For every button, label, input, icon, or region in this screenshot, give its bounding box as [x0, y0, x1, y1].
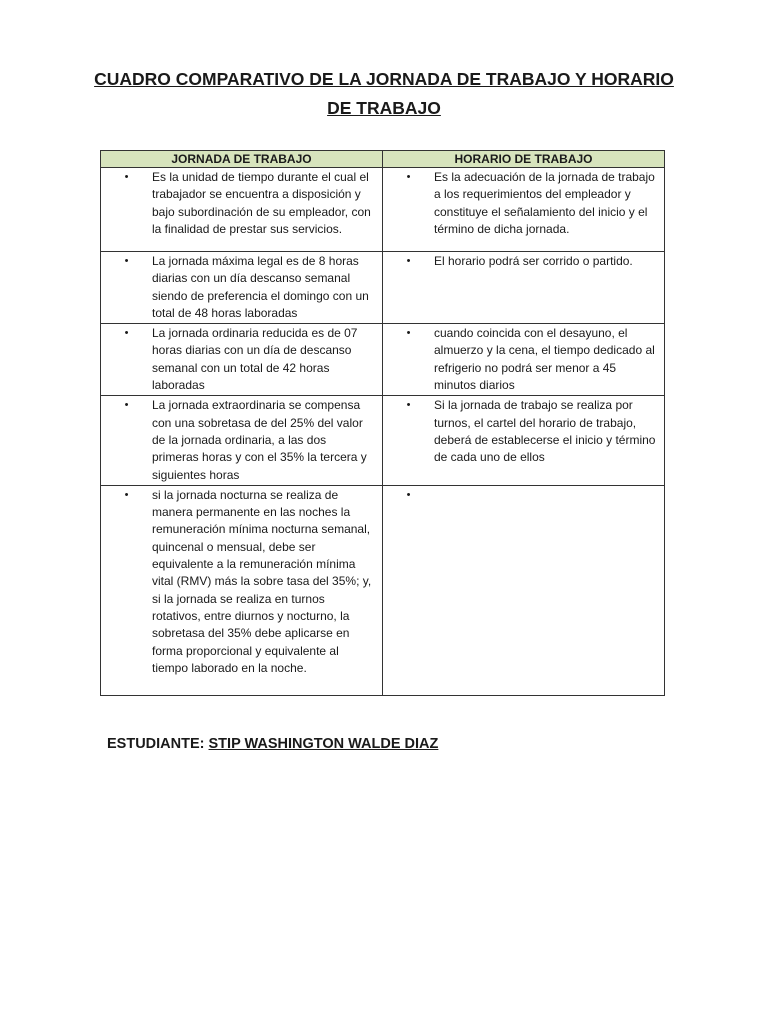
student-name: STIP WASHINGTON WALDE DIAZ: [208, 736, 439, 752]
table-cell-left: [101, 324, 383, 396]
table-header-row: [101, 151, 665, 168]
table-row: [101, 168, 665, 252]
column-header-horario: HORARIO DE TRABAJO: [383, 151, 665, 168]
bullet-icon: •: [406, 488, 411, 501]
bullet-icon: •: [124, 399, 129, 412]
table-row: [101, 324, 665, 396]
document-title-line-2: DE TRABAJO: [327, 98, 441, 118]
cell-text: La jornada extraordinaria se compensa con una sobretasa de del 25% del valor de la jornada ordinaria, a las dos primeras horas y con el 35% la tercera y siguientes horas: [152, 398, 367, 482]
cell-text: cuando coincida con el desayuno, el almuerzo y la cena, el tiempo dedicado al refrigerio no podrá ser menor a 45 minutos diarios: [434, 326, 655, 393]
student-line: [107, 736, 438, 752]
cell-text: Si la jornada de trabajo se realiza por turnos, el cartel del horario de trabajo, deberá de establecerse el inicio y término de cada uno de ellos: [434, 398, 656, 465]
cell-text: Es la unidad de tiempo durante el cual el trabajador se encuentra a disposición y bajo subordinación de su empleador, con la finalidad de prestar sus servicios.: [152, 170, 371, 236]
student-label: ESTUDIANTE:: [107, 736, 205, 752]
table-row: [101, 396, 665, 485]
table-cell-left: [101, 168, 383, 252]
table-cell-right: [383, 252, 665, 324]
comparison-table: [100, 150, 665, 696]
bullet-icon: •: [124, 327, 129, 340]
table-cell-right: [383, 396, 665, 485]
bullet-icon: •: [406, 171, 411, 183]
cell-text: Es la adecuación de la jornada de trabajo a los requerimientos del empleador y constituye el señalamiento del inicio y el término de dicha jornada.: [434, 170, 655, 236]
table-cell-left: [101, 396, 383, 485]
bullet-icon: •: [124, 488, 129, 501]
bullet-icon: •: [406, 327, 411, 340]
table-cell-left: [101, 485, 383, 695]
table-cell-right: [383, 168, 665, 252]
cell-text: El horario podrá ser corrido o partido.: [434, 254, 633, 268]
table-cell-left: [101, 252, 383, 324]
column-header-jornada: JORNADA DE TRABAJO: [101, 151, 383, 168]
document-title-line-1: CUADRO COMPARATIVO DE LA JORNADA DE TRABAJO Y HORARIO: [94, 69, 674, 89]
table-row: [101, 485, 665, 695]
table-cell-right: [383, 485, 665, 695]
bullet-icon: •: [124, 255, 129, 267]
table-row: [101, 252, 665, 324]
bullet-icon: •: [406, 255, 411, 267]
bullet-icon: •: [124, 171, 129, 183]
cell-text: La jornada máxima legal es de 8 horas diarias con un día descanso semanal siendo de preferencia el domingo con un total de 48 horas laboradas: [152, 254, 369, 320]
cell-text: si la jornada nocturna se realiza de manera permanente en las noches la remuneración mínima nocturna semanal, quincenal o mensual, debe ser equivalente a la remuneración mínima vital (RMV) más la sobre tasa del 35%; y, si la jornada se realiza en turnos rotativos, entre diurnos y nocturno, la sobretasa del 35% debe aplicarse en forma proporcional y equivalente al tiempo laborado en la noche.: [152, 487, 372, 675]
cell-text: La jornada ordinaria reducida es de 07 horas diarias con un día de descanso semanal con un total de 42 horas laboradas: [152, 326, 358, 393]
table-cell-right: [383, 324, 665, 396]
bullet-icon: •: [406, 399, 411, 412]
